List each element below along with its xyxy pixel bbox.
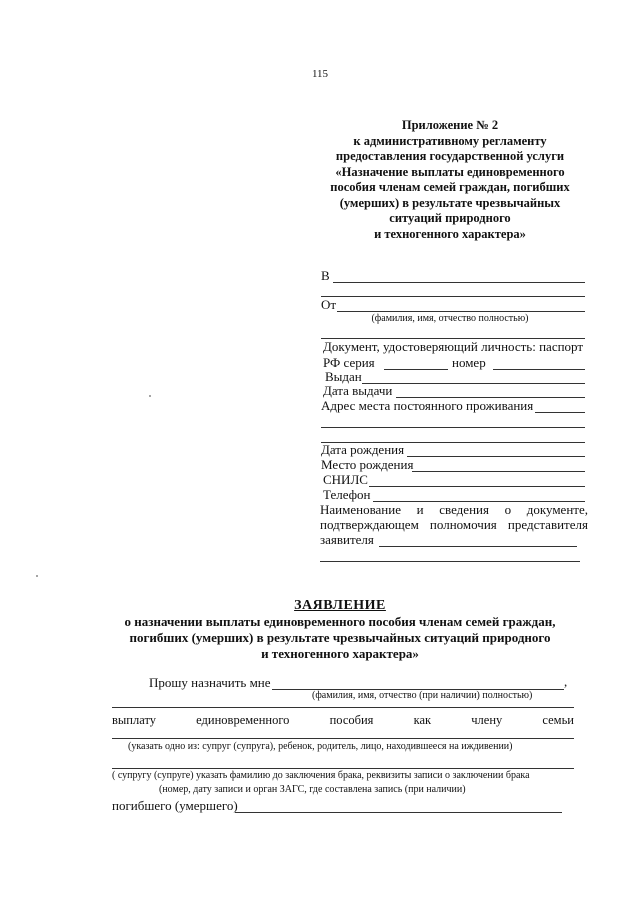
payment-word: выплату xyxy=(112,713,157,727)
issued-by-line[interactable] xyxy=(362,383,585,384)
passport-series-label: РФ серия xyxy=(323,355,375,370)
from-label: От xyxy=(321,297,337,312)
scan-speck xyxy=(149,395,151,397)
rep-word: представителя xyxy=(507,517,588,532)
statement-title: ЗАЯВЛЕНИЕ xyxy=(294,598,386,613)
rep-word: сведения xyxy=(439,502,489,517)
appendix-header xyxy=(300,118,600,242)
appendix-line: пособия членам семей граждан, погибших xyxy=(330,180,570,194)
appendix-line: (умерших) в результате чрезвычайных xyxy=(339,195,561,210)
statement-subtitle: о назначении выплаты единовременного пособия членам семей граждан, xyxy=(124,614,556,629)
comma: , xyxy=(564,674,568,689)
rep-word: о xyxy=(504,502,512,517)
appendix-line: к административному регламенту xyxy=(353,133,547,148)
to-label: В xyxy=(321,268,330,283)
relation-line-2[interactable] xyxy=(112,768,574,769)
rep-word: и xyxy=(416,502,424,517)
appendix-line: Приложение № 2 xyxy=(401,118,499,132)
deceased-label: погибшего (умершего) xyxy=(112,798,238,813)
rep-word: документе, xyxy=(526,502,588,517)
birth-date-line[interactable] xyxy=(407,456,585,457)
relation-hint: (указать одно из: супруг (супруга), ребенок, родитель, лицо, находившееся на иждивении) xyxy=(128,741,513,752)
payment-line xyxy=(112,713,574,728)
appendix-line: ситуаций природного xyxy=(389,211,511,225)
request-line-2[interactable] xyxy=(112,707,574,708)
passport-number-line[interactable] xyxy=(493,369,585,370)
from-hint: (фамилия, имя, отчество полностью) xyxy=(371,313,529,324)
rep-word: полномочия xyxy=(429,517,497,532)
applicant-line-2[interactable] xyxy=(320,561,580,562)
to-line[interactable] xyxy=(333,282,585,283)
spouse-hint-2: (номер, дату записи и орган ЗАГС, где составлена запись (при наличии) xyxy=(159,784,466,795)
request-label: Прошу назначить мне xyxy=(149,675,271,690)
issue-date-label: Дата выдачи xyxy=(323,383,393,398)
birth-date-label: Дата рождения xyxy=(321,442,405,457)
payment-word: единовременного xyxy=(196,713,290,727)
appendix-line: предоставления государственной услуги xyxy=(335,149,565,163)
rep-word: подтверждающем xyxy=(320,517,419,532)
birth-place-label: Место рождения xyxy=(321,457,414,472)
page-number: 115 xyxy=(311,68,329,80)
passport-series-line[interactable] xyxy=(384,369,448,370)
applicant-label: заявителя xyxy=(320,532,374,547)
snils-label: СНИЛС xyxy=(323,472,368,487)
payment-word: пособия xyxy=(329,713,374,727)
address-line[interactable] xyxy=(535,412,585,413)
statement-subtitle: погибших (умерших) в результате чрезвычайных ситуаций природного xyxy=(129,630,551,645)
appendix-line: «Назначение выплаты единовременного xyxy=(335,164,565,179)
statement-heading xyxy=(80,598,600,662)
appendix-line: и техногенного характера» xyxy=(374,226,526,241)
rep-word: Наименование xyxy=(320,502,401,517)
representative-doc-label-2 xyxy=(320,517,588,533)
payment-word: как xyxy=(413,713,432,727)
from-line[interactable] xyxy=(337,311,585,312)
deceased-line[interactable] xyxy=(235,812,562,813)
address-line-2[interactable] xyxy=(321,427,585,428)
passport-number-label: номер xyxy=(452,355,486,370)
identity-document-label: Документ, удостоверяющий личность: паспорт xyxy=(323,339,584,354)
spouse-hint-1: ( супругу (супруге) указать фамилию до заключения брака, реквизиты записи о заключении брака xyxy=(112,770,530,781)
issued-by-label: Выдан xyxy=(325,369,362,384)
to-line-2[interactable] xyxy=(321,296,585,297)
applicant-line[interactable] xyxy=(379,546,577,547)
payment-word: члену xyxy=(471,713,503,727)
phone-label: Телефон xyxy=(323,487,371,502)
address-label: Адрес места постоянного проживания xyxy=(321,398,534,413)
snils-line[interactable] xyxy=(369,486,585,487)
statement-subtitle: и техногенного характера» xyxy=(261,646,419,661)
birth-place-line[interactable] xyxy=(412,471,585,472)
representative-doc-label xyxy=(320,502,588,518)
request-hint: (фамилия, имя, отчество (при наличии) полностью) xyxy=(312,690,533,701)
payment-word: семьи xyxy=(542,713,574,727)
relation-line[interactable] xyxy=(112,738,574,739)
scan-speck xyxy=(36,575,38,577)
